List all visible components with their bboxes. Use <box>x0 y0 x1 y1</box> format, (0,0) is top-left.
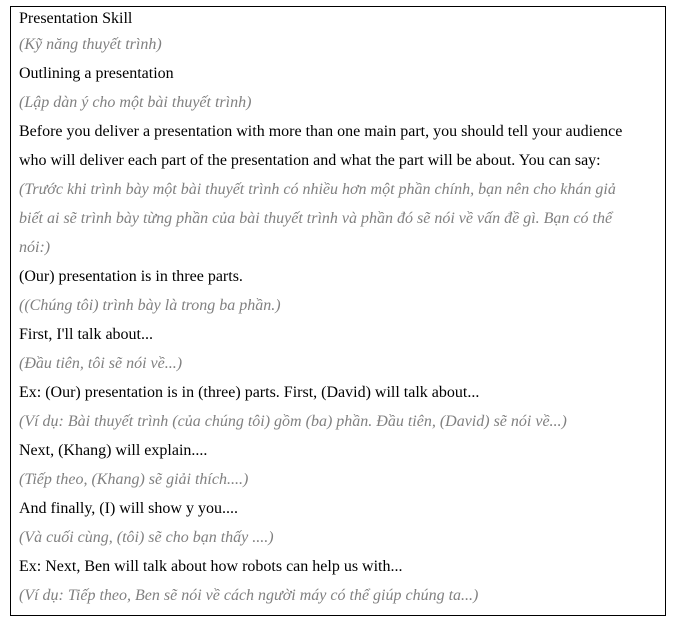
example-2-translation: (Ví dụ: Tiếp theo, Ben sẽ nói về cách người máy có thể giúp chúng ta...) <box>19 587 479 604</box>
document-title: Presentation Skill <box>19 10 133 27</box>
phrase-three-parts-translation: ((Chúng tôi) trình bày là trong ba phần.) <box>19 297 281 314</box>
intro-translation-line-1: (Trước khi trình bày một bài thuyết trình có nhiều hơn một phần chính, bạn nên cho khán giả <box>19 181 616 198</box>
section-heading: Outlining a presentation <box>19 65 174 82</box>
intro-translation-line-3: nói:) <box>19 239 51 256</box>
section-heading-translation: (Lập dàn ý cho một bài thuyết trình) <box>19 94 252 111</box>
intro-paragraph-line-2: who will deliver each part of the presentation and what the part will be about. You can say: <box>19 152 601 169</box>
intro-paragraph-line-1: Before you deliver a presentation with more than one main part, you should tell your audience <box>19 123 623 140</box>
phrase-next-translation: (Tiếp theo, (Khang) sẽ giải thích....) <box>19 471 249 488</box>
phrase-finally-translation: (Và cuối cùng, (tôi) sẽ cho bạn thấy ....) <box>19 529 274 546</box>
phrase-first-translation: (Đầu tiên, tôi sẽ nói về...) <box>19 355 183 372</box>
phrase-finally: And finally, (I) will show y you.... <box>19 500 238 517</box>
phrase-three-parts: (Our) presentation is in three parts. <box>19 268 243 285</box>
phrase-next: Next, (Khang) will explain.... <box>19 442 208 459</box>
example-2: Ex: Next, Ben will talk about how robots can help us with... <box>19 558 403 575</box>
document-box <box>10 6 666 616</box>
intro-translation-line-2: biết ai sẽ trình bày từng phần của bài thuyết trình và phần đó sẽ nói về vấn đề gì. Bạn có thể <box>19 210 613 227</box>
example-1-translation: (Ví dụ: Bài thuyết trình (của chúng tôi) gồm (ba) phần. Đầu tiên, (David) sẽ nói về...) <box>19 413 567 430</box>
example-1: Ex: (Our) presentation is in (three) parts. First, (David) will talk about... <box>19 384 480 401</box>
phrase-first: First, I'll talk about... <box>19 326 153 343</box>
document-title-translation: (Kỹ năng thuyết trình) <box>19 36 162 53</box>
